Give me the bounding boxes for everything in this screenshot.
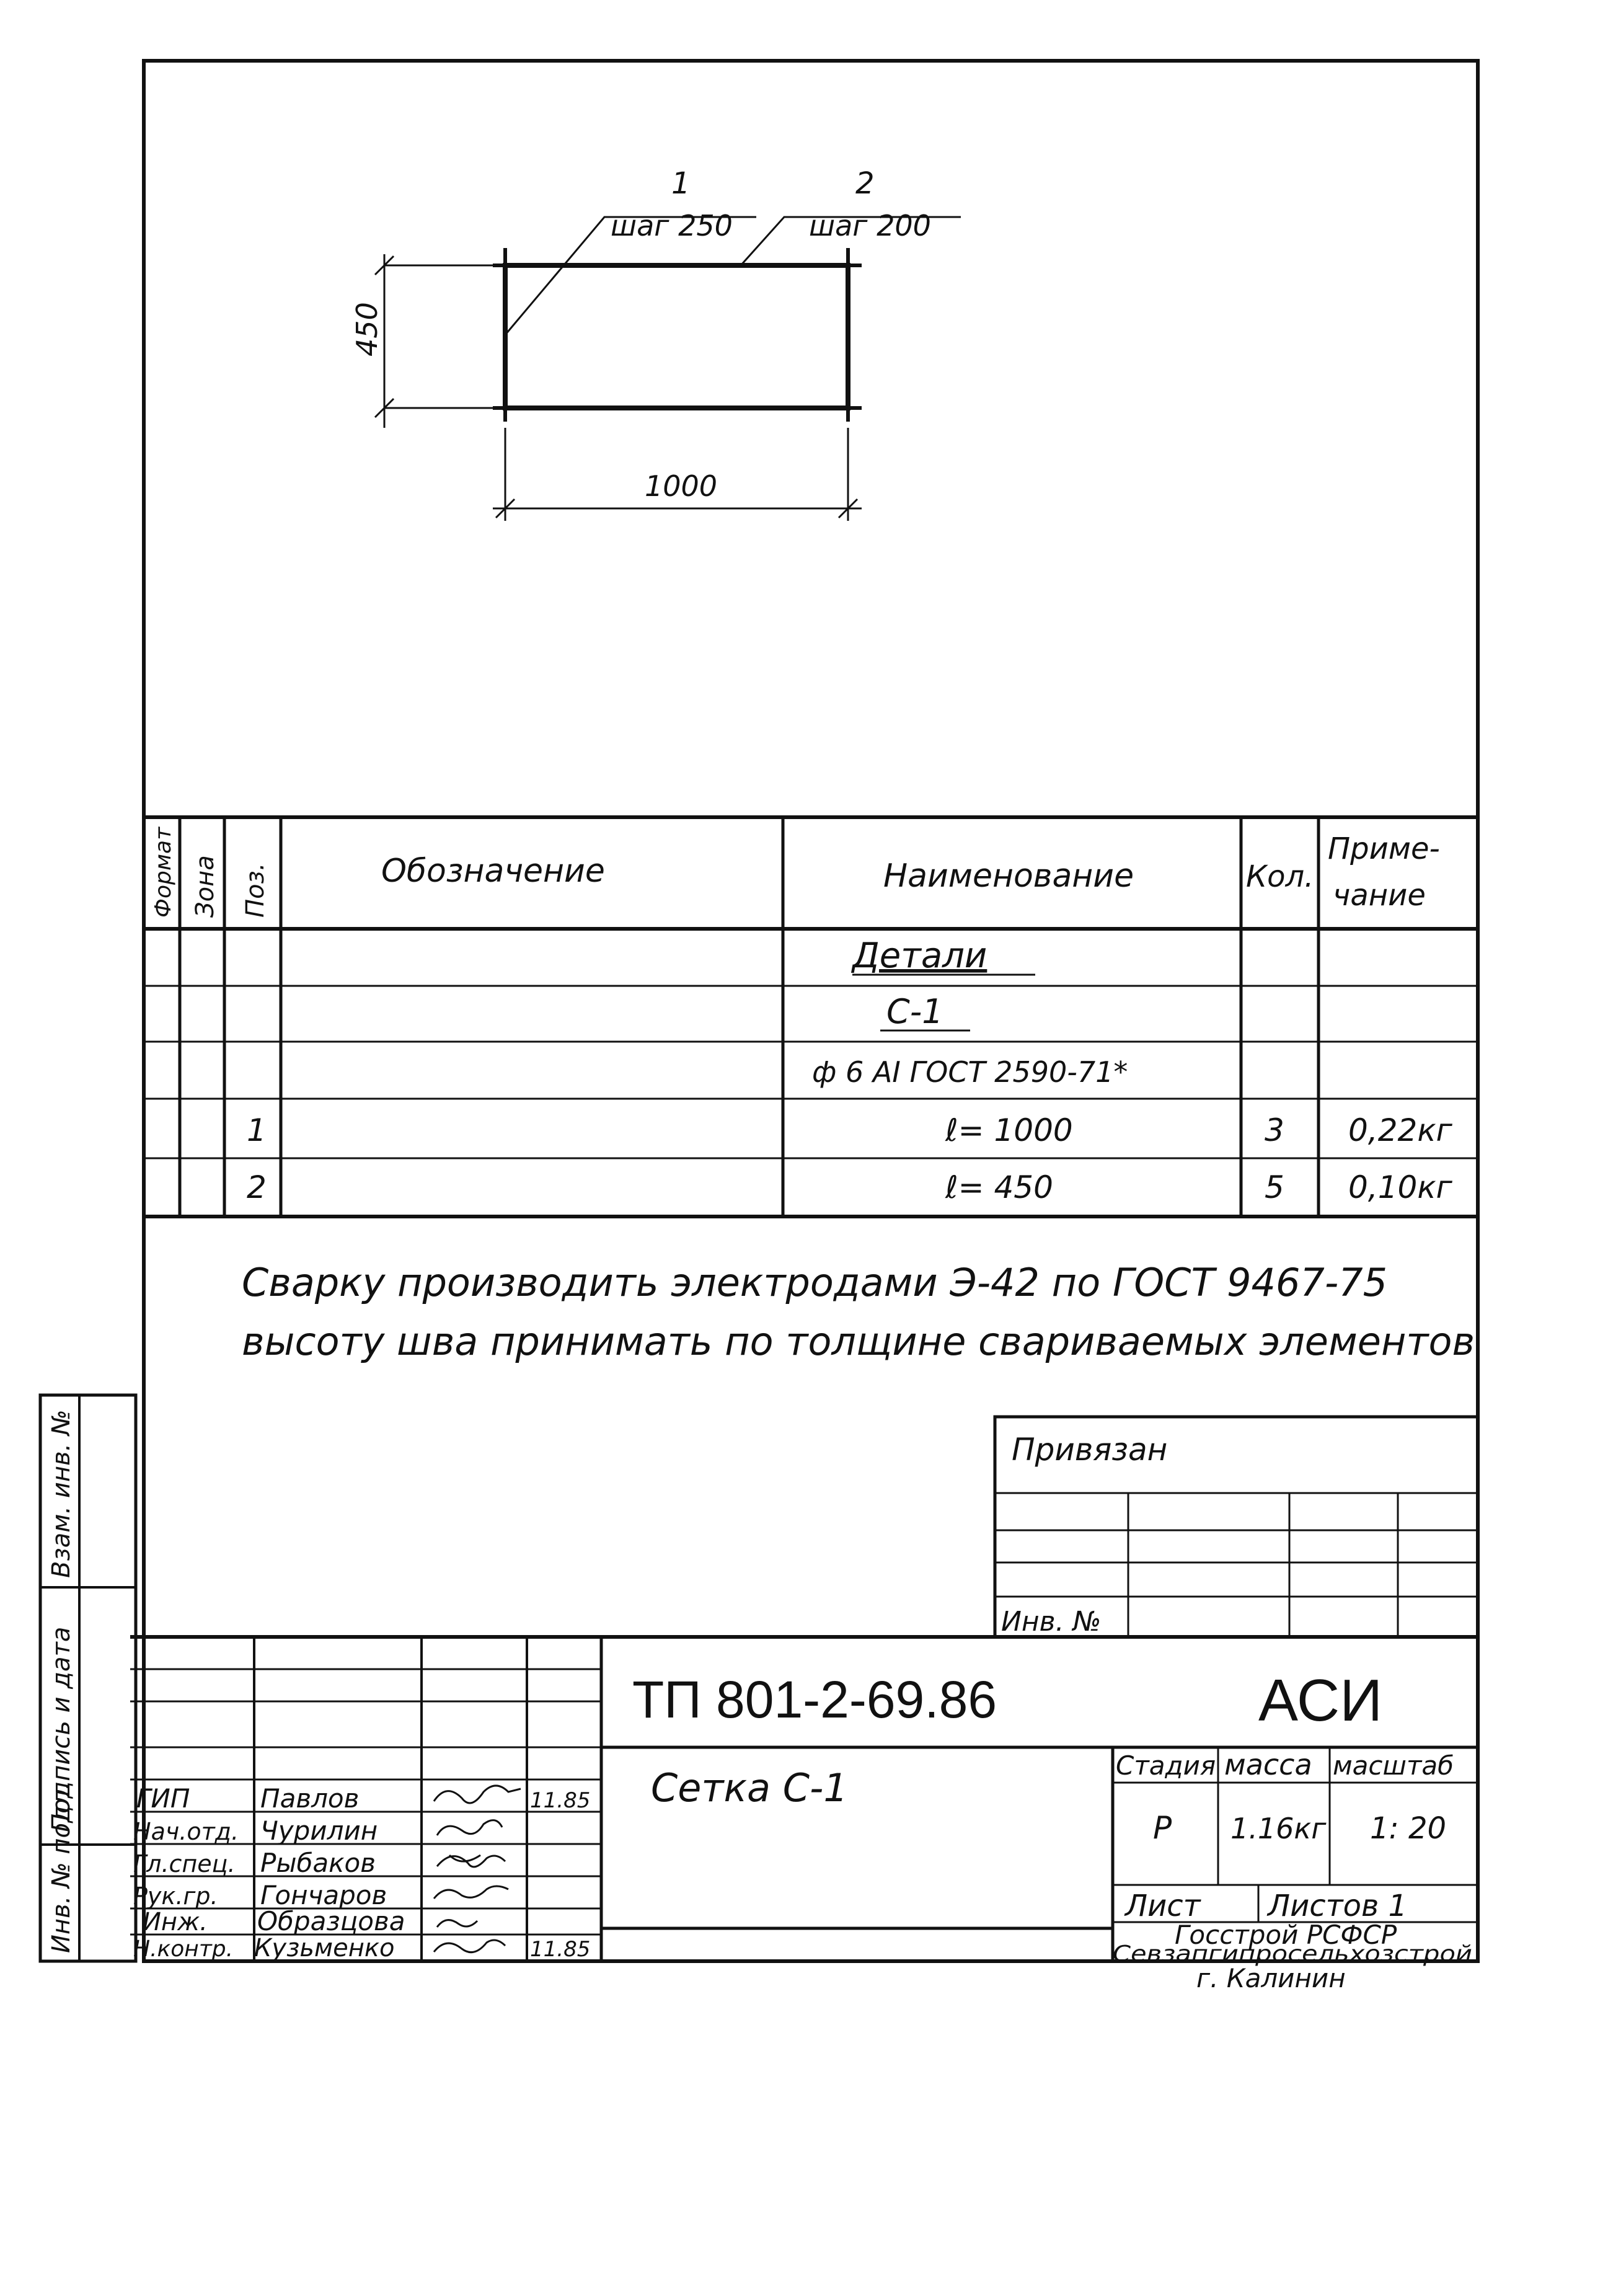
staff-role: Рук.гр. <box>133 1882 218 1910</box>
stage-label: Стадия <box>1116 1750 1216 1781</box>
binding-inv-label: Инв. № <box>1001 1606 1102 1638</box>
staff-date: 11.85 <box>530 1788 591 1813</box>
dimension-height: 450 <box>350 302 384 357</box>
title-block <box>130 1637 1478 1967</box>
mass-value: 1.16кг <box>1230 1812 1327 1845</box>
side-stamp-signature-date: Подпись и дата <box>47 1626 76 1832</box>
row-1-position: 1 <box>247 1112 267 1148</box>
staff-name: Павлов <box>260 1783 360 1814</box>
row-2-quantity: 5 <box>1265 1169 1284 1205</box>
sheets-label: Листов 1 <box>1268 1889 1408 1923</box>
header-note-line1: Приме- <box>1328 831 1440 866</box>
staff-role: Н.контр. <box>133 1936 234 1962</box>
signatures <box>434 1786 521 1952</box>
staff-role: ГИП <box>136 1783 190 1814</box>
side-stamp-replaced-inv: Взам. инв. № <box>47 1409 76 1578</box>
header-format: Формат <box>151 827 176 918</box>
header-name: Наименование <box>883 858 1134 895</box>
header-quantity: Кол. <box>1246 859 1314 894</box>
staff-date: 11.85 <box>530 1937 591 1962</box>
spec-table <box>144 817 1478 1217</box>
note-line-1: Сварку производить электродами Э-42 по ГОСТ 9467-75 <box>242 1260 1388 1305</box>
notes <box>242 1260 1475 1364</box>
document-code: ТП 801-2-69.86 <box>632 1670 997 1729</box>
header-designation: Обозначение <box>381 853 605 890</box>
header-position: Поз. <box>241 862 270 918</box>
mesh-outline <box>505 265 848 408</box>
staff-list <box>133 1783 590 1962</box>
row-2-note: 0,10кг <box>1348 1169 1452 1205</box>
subsection-title: С-1 <box>886 992 943 1031</box>
staff-name: Кузьменко <box>254 1934 395 1962</box>
section-title: Детали <box>852 936 987 976</box>
staff-name: Чурилин <box>260 1815 378 1846</box>
staff-name: Образцова <box>257 1906 405 1936</box>
row-1-name: ℓ= 1000 <box>945 1112 1073 1148</box>
binding-block <box>995 1417 1478 1638</box>
side-stamp <box>40 1395 136 1961</box>
document-section: АСИ <box>1258 1667 1383 1734</box>
callout-2-position: 2 <box>855 166 875 201</box>
note-line-2: высоту шва принимать по толщине свариваемых элементов <box>242 1319 1475 1364</box>
staff-name: Рыбаков <box>260 1848 376 1878</box>
callout-1-step: шаг 250 <box>611 209 733 242</box>
mesh-drawing <box>350 166 961 521</box>
row-2-name: ℓ= 450 <box>945 1169 1053 1205</box>
dimension-width: 1000 <box>645 469 718 503</box>
organization-line-3: г. Калинин <box>1196 1963 1346 1993</box>
organization-line-1: Госстрой РСФСР <box>1175 1920 1397 1950</box>
scale-value: 1: 20 <box>1370 1811 1447 1846</box>
header-note-line2: чание <box>1333 878 1426 913</box>
row-2-position: 2 <box>247 1169 267 1205</box>
staff-role: Инж. <box>143 1908 208 1936</box>
callout-2-step: шаг 200 <box>809 209 931 242</box>
sheet-title: Сетка С-1 <box>651 1765 848 1811</box>
row-1-quantity: 3 <box>1265 1112 1284 1148</box>
material-spec: ф 6 АI ГОСТ 2590-71* <box>812 1055 1128 1089</box>
callout-1-position: 1 <box>671 166 691 201</box>
organization-line-2: Севзапгипросельхозстрой <box>1113 1941 1472 1967</box>
stage-value: Р <box>1153 1810 1172 1846</box>
sheet-label: Лист <box>1125 1889 1201 1923</box>
scale-label: масштаб <box>1333 1750 1454 1781</box>
staff-role: Гл.спец. <box>133 1850 236 1877</box>
row-1-note: 0,22кг <box>1348 1112 1452 1148</box>
mass-label: масса <box>1224 1748 1312 1781</box>
staff-role: Нач.отд. <box>133 1818 239 1845</box>
side-stamp-original-inv: Инв. № подл. <box>47 1782 76 1953</box>
binding-title: Привязан <box>1012 1432 1168 1468</box>
header-zone: Зона <box>191 855 219 918</box>
staff-name: Гончаров <box>260 1880 387 1910</box>
